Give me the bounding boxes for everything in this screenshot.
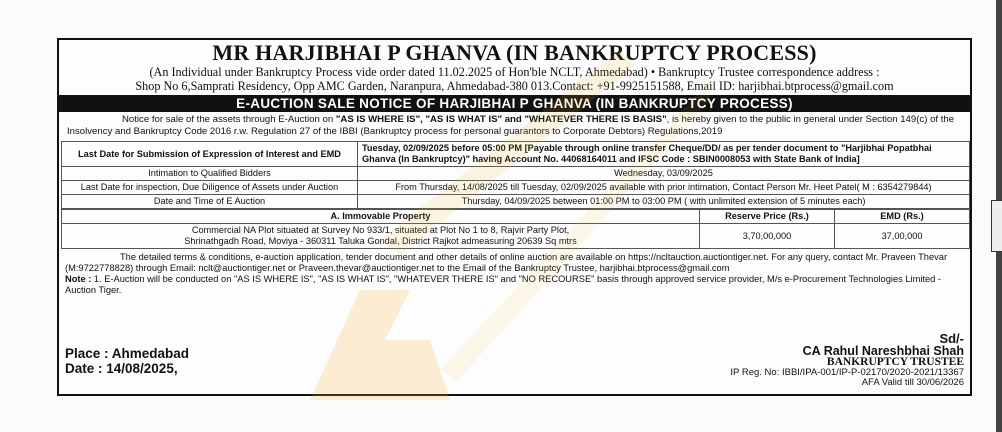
property-table: [61, 209, 970, 249]
trustee-name: CA Rahul Nareshbhai Shah: [802, 344, 964, 358]
signature-sd: Sd/-: [939, 331, 964, 346]
property-header: A. Immovable Property: [62, 210, 700, 224]
note-paragraph: [65, 274, 964, 296]
date: Date : 14/08/2025,: [65, 361, 178, 376]
terms-block: [59, 249, 970, 296]
notice-banner: E-AUCTION SALE NOTICE OF HARJIBHAI P GHANVA (IN BANKRUPTCY PROCESS): [59, 95, 970, 112]
intro-paragraph: [59, 112, 970, 138]
table-row: [62, 181, 970, 195]
notice-footer: [59, 330, 970, 394]
auction-notice: [57, 38, 972, 396]
notice-subtitle-2: Shop No 6,Samprati Residency, Opp AMC Garden, Naranpura, Ahmedabad-380 013.Contact: +91-9925151588, Email ID: harjibhai.btprocess@gmail.com: [135, 79, 894, 93]
reserve-price: 3,70,00,000: [700, 224, 835, 249]
schedule-label: Intimation to Qualified Bidders: [62, 167, 358, 181]
table-row: [62, 167, 970, 181]
note-label: Note :: [65, 274, 94, 284]
table-row: [62, 224, 970, 249]
schedule-value: Tuesday, 02/09/2025 before 05:00 PM [Payable through online transfer Cheque/DD/ as per tender document to "Harjibhai Popatbhai Ghanva (In Bankruptcy)" having Account No. 44068164011 and IFSC Code : SBIN0008053 with State Bank of India]: [358, 142, 970, 167]
property-description-2: Shrinathgadh Road, Moviya - 360311 Taluka Gondal, District Rajkot admeasuring 20639 Sq mtrs: [184, 236, 577, 246]
terms-paragraph: The detailed terms & conditions, e-auction application, tender document and other details of online auction are available on https://ncltauction.auctiontiger.net. For any query, contact Mr. Praveen Thevar (M:9722778828) through Email: nclt@auctiontiger.net or Praveen.thevar@auctiontiger.net to the Email of the Bankruptcy Trustee, harjibhai.btprocess@gmail.com: [65, 252, 948, 273]
note-text: 1. E-Auction will be conducted on "AS IS WHERE IS", "AS IS WHAT IS", "WHATEVER THERE IS" and "NO RECOURSE" basis through approved service provider, M/s e-Procurement Technologies Limited -Auction Tiger.: [65, 274, 942, 295]
intro-text-1: Notice for sale of the assets through E-Auction on: [122, 114, 336, 125]
notice-title: MR HARJIBHAI P GHANVA (IN BANKRUPTCY PROCESS): [212, 40, 817, 65]
schedule-value: Wednesday, 03/09/2025: [358, 167, 970, 181]
emd-amount: 37,00,000: [835, 224, 970, 249]
reserve-header: Reserve Price (Rs.): [700, 210, 835, 224]
schedule-label: Last Date for Submission of Expression of Interest and EMD: [62, 142, 358, 167]
intro-basis: "AS IS WHERE IS", "AS IS WHAT IS" and "WHATEVER THERE IS BASIS": [335, 114, 667, 125]
property-description-1: Commercial NA Plot situated at Survey No 933/1, situated at Plot No 1 to 8, Rajvir Party Plot,: [191, 225, 570, 235]
table-row: [62, 195, 970, 209]
place-date: [65, 346, 189, 376]
schedule-label: Last Date for inspection, Due Diligence of Assets under Auction: [62, 181, 358, 195]
adjacent-column-fragment: [991, 200, 1002, 252]
schedule-table: [61, 141, 970, 209]
intro-text-2: , is hereby given to the public in general under Section 149(c) of the Insolvency and Bankruptcy Code 2016 r.w. Regulation 27 of the IBBI (Bankruptcy process for personal guarantors to Corporate Debtors) Regulations,2019: [67, 114, 955, 137]
place: Place : Ahmedabad: [65, 346, 190, 361]
trustee-role: BANKRUPTCY TRUSTEE: [826, 356, 964, 368]
schedule-label: Date and Time of E Auction: [62, 195, 358, 209]
table-header-row: [62, 210, 970, 224]
table-row: [62, 142, 970, 167]
ip-registration: IP Reg. No: IBBI/IPA-001/IP-P-02170/2020-2021/13367: [730, 367, 964, 378]
emd-header: EMD (Rs.): [835, 210, 970, 224]
signature-block: [730, 332, 964, 388]
notice-subtitle-1: (An Individual under Bankruptcy Process vide order dated 11.02.2025 of Hon'ble NCLT, Ahmedabad) • Bankruptcy Trustee correspondence address :: [149, 65, 880, 79]
afa-validity: AFA Valid till 30/06/2026: [861, 377, 964, 388]
schedule-value: Thursday, 04/09/2025 between 01:00 PM to 03:00 PM ( with unlimited extension of 5 minutes each): [358, 195, 970, 209]
schedule-value: From Thursday, 14/08/2025 till Tuesday, 02/09/2025 available with prior intimation, Contact Person Mr. Heet Patel( M : 6354279844): [358, 181, 970, 195]
